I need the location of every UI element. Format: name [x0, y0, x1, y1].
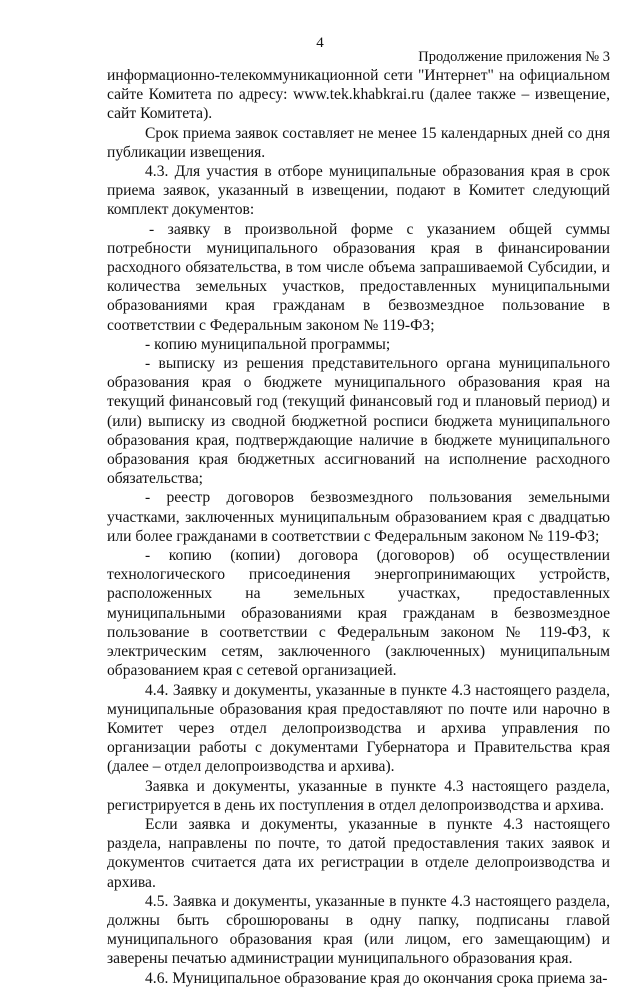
paragraph-postal-date: Если заявка и документы, указанные в пункте 4.3 настоящего раздела, направлены по почте, то датой предоставления таких заявок и документов считается дата их регистрации в отделе делопроизводства и архива.: [107, 815, 610, 891]
page-number: 4: [316, 35, 324, 51]
list-item-program-copy: - копию муниципальной программы;: [145, 335, 391, 353]
document-body: [107, 66, 610, 988]
paragraph-continuation: информационно-телекоммуникационной сети "Интернет" на официальном сайте Комитета по адресу: www.tek.khabkrai.ru (далее также – извещение, сайт Комитета).: [107, 67, 610, 123]
paragraph-4-6: 4.6. Муниципальное образование края до окончания срока приема за-: [145, 969, 608, 987]
list-item-budget-extract: - выписку из решения представительного органа муниципального образования края о бюджете муниципального образования края на текущий финансовый год (текущий финансовый год и плановый период) и (или) выписку из сводной бюджетной росписи бюджета муниципального образования края, подтверждающие наличие в бюджете муниципального образования края бюджетных ассигнований на исполнение расходного обязательства;: [107, 355, 610, 488]
paragraph-application-period: Срок приема заявок составляет не менее 15 календарных дней со дня публикации извещения.: [107, 124, 610, 161]
paragraph-4-5: 4.5. Заявка и документы, указанные в пункте 4.3 настоящего раздела, должны быть сброшюрованы в одну папку, подписаны главой муниципального образования края (или лицом, его замещающим) и заверены печатью администрации муниципального образования края.: [107, 892, 610, 968]
paragraph-4-4: 4.4. Заявку и документы, указанные в пункте 4.3 настоящего раздела, муниципальные образования края предоставляют по почте или нарочно в Комитет через отдел делопроизводства и архива управления по организации работы с документами Губернатора и Правительства края (далее – отдел делопроизводства и архива).: [107, 681, 610, 776]
list-item-application: - заявку в произвольной форме с указанием общей суммы потребности муниципального образования края в финансировании расходного обязательства, в том числе объема запрашиваемой Субсидии, и количества земельных участков, предоставленных муниципальными образованиями края гражданам в безвозмездное пользование в соответствии с Федеральным законом № 119-ФЗ;: [107, 220, 610, 334]
list-item-contracts-register: - реестр договоров безвозмездного пользования земельными участками, заключенных муниципальным образованием края с двадцатью или более гражданами в соответствии с Федеральным законом № 119-ФЗ;: [107, 489, 610, 545]
paragraph-4-3: 4.3. Для участия в отборе муниципальные образования края в срок приема заявок, указанный в извещении, подают в Комитет следующий комплект документов:: [107, 163, 610, 219]
appendix-continuation-note: Продолжение приложения № 3: [418, 49, 610, 65]
paragraph-registration: Заявка и документы, указанные в пункте 4.3 настоящего раздела, регистрируется в день их поступления в отдел делопроизводства и архива.: [107, 777, 610, 814]
list-item-connection-contracts: - копию (копии) договора (договоров) об осуществлении технологического присоединения энергопринимающих устройств, расположенных на земельных участках, предоставленных муниципальными образованиями края гражданам в безвозмездное пользование в соответствии с Федеральным законом № 119-ФЗ, к электрическим сетям, заключенного (заключенных) муниципальным образованием края с сетевой организацией.: [107, 547, 610, 680]
